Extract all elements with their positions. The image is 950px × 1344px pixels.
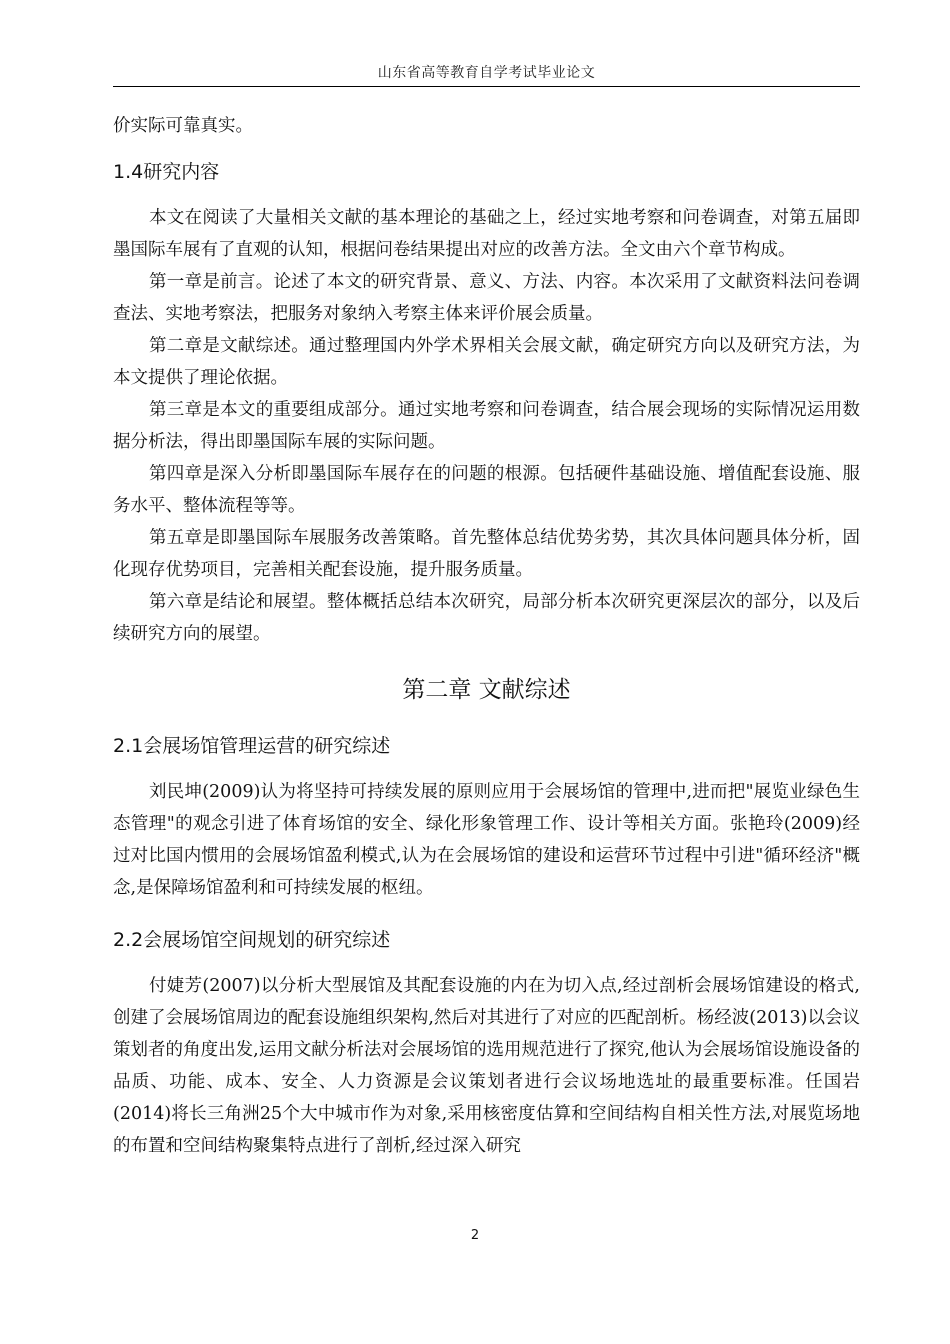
spacer	[113, 956, 860, 970]
paragraph: 第二章是文献综述。通过整理国内外学术界相关会展文献，确定研究方向以及研究方法，为本文提供了理论依据。	[113, 336, 860, 388]
spacer	[113, 762, 860, 776]
spacer	[113, 904, 860, 924]
paragraph: 第三章是本文的重要组成部分。通过实地考察和问卷调查，结合展会现场的实际情况运用数据分析法，得出即墨国际车展的实际问题。	[113, 400, 860, 452]
paragraph: 本文在阅读了大量相关文献的基本理论的基础之上，经过实地考察和问卷调查，对第五届即墨国际车展有了直观的认知，根据问卷结果提出对应的改善方法。全文由六个章节构成。	[113, 208, 860, 260]
continuation-paragraph: 价实际可靠真实。	[113, 116, 253, 136]
paragraph: 第四章是深入分析即墨国际车展存在的问题的根源。包括硬件基础设施、增值配套设施、服务水平、整体流程等等。	[113, 464, 860, 516]
page-number: 2	[470, 1228, 480, 1243]
spacer	[113, 142, 860, 156]
header-rule	[113, 86, 860, 87]
paragraph: 第六章是结论和展望。整体概括总结本次研究，局部分析本次研究更深层次的部分，以及后续研究方向的展望。	[113, 592, 860, 644]
page-header: 山东省高等教育自学考试毕业论文	[377, 65, 596, 81]
paragraph: 刘民坤(2009)认为将坚持可持续发展的原则应用于会展场馆的管理中,进而把"展览业绿色生态管理"的观念引进了体育场馆的安全、绿化形象管理工作、设计等相关方面。张艳玲(2009)经过对比国内惯用的会展场馆盈利模式,认为在会展场馆的建设和运营环节过程中引进"循环经济"概念,是保障场馆盈利和可持续发展的枢纽。	[113, 782, 860, 898]
section-title-1-4: 1.4研究内容	[113, 161, 220, 183]
paragraph: 第五章是即墨国际车展服务改善策略。首先整体总结优势劣势，其次具体问题具体分析，固化现存优势项目，完善相关配套设施，提升服务质量。	[113, 528, 860, 580]
chapter-title: 第二章 文献综述	[402, 677, 571, 703]
paragraph: 第一章是前言。论述了本文的研究背景、意义、方法、内容。本次采用了文献资料法问卷调查法、实地考察法，把服务对象纳入考察主体来评价展会质量。	[113, 272, 860, 324]
page-body	[113, 110, 860, 1162]
section-title-2-1: 2.1会展场馆管理运营的研究综述	[113, 735, 391, 757]
spacer	[113, 650, 860, 670]
section-title-2-2: 2.2会展场馆空间规划的研究综述	[113, 929, 391, 951]
paragraph: 付婕芳(2007)以分析大型展馆及其配套设施的内在为切入点,经过剖析会展场馆建设的格式,创建了会展场馆周边的配套设施组织架构,然后对其进行了对应的匹配剖析。杨经波(2013)以会议策划者的角度出发,运用文献分析法对会展场馆的选用规范进行了探究,他认为会展场馆设施设备的品质、功能、成本、安全、人力资源是会议策划者进行会议场地选址的最重要标准。任国岩(2014)将长三角洲25个大中城市作为对象,采用核密度估算和空间结构自相关性方法,对展览场地的布置和空间结构聚集特点进行了剖析,经过深入研究	[113, 976, 860, 1156]
spacer	[113, 710, 860, 730]
spacer	[113, 188, 860, 202]
